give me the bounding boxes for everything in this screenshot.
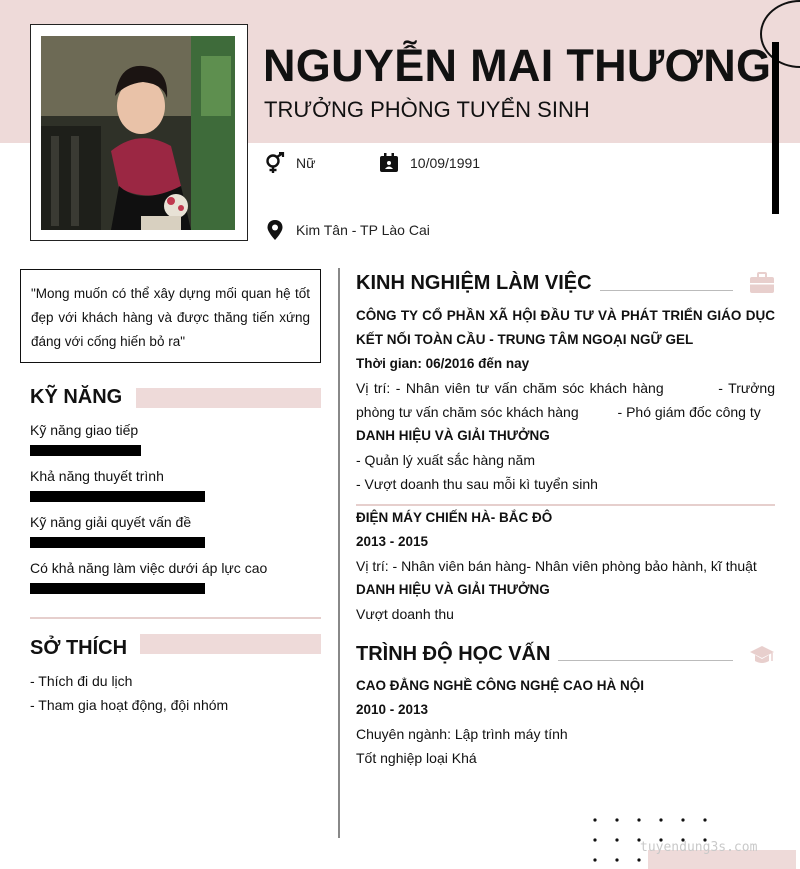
graduation-cap-icon [749, 644, 775, 671]
birthday-info [378, 152, 480, 174]
skill-label: Kỹ năng giải quyết vấn đề [30, 514, 192, 530]
job-company: ĐIỆN MÁY CHIẾN HÀ- BẮC ĐÔ [356, 510, 553, 525]
column-divider [338, 268, 340, 838]
award-item: - Quản lý xuất sắc hàng năm [356, 452, 535, 468]
skill-label: Có khả năng làm việc dưới áp lực cao [30, 560, 268, 576]
skill-bar [30, 583, 205, 594]
career-objective: "Mong muốn có thể xây dựng mối quan hệ tốt đẹp với khách hàng và được thăng tiến xứng đáng với cống hiến bỏ ra" [20, 269, 321, 363]
divider [30, 617, 321, 619]
calendar-icon [378, 152, 400, 174]
heading-rule [558, 660, 733, 661]
education-major: Chuyên ngành: Lập trình máy tính [356, 726, 568, 742]
skill-bar [30, 445, 141, 456]
skill-bar [30, 537, 205, 548]
awards-heading: DANH HIỆU VÀ GIẢI THƯỞNG [356, 582, 550, 597]
gender-value: Nữ [296, 155, 316, 171]
job-period: Thời gian: 06/2016 đến nay [356, 356, 530, 371]
gender-info [264, 152, 315, 174]
birthday-value: 10/09/1991 [410, 155, 481, 171]
award-item: - Vượt doanh thu sau mỗi kì tuyển sinh [356, 476, 598, 492]
gender-icon [264, 152, 286, 174]
award-item: Vượt doanh thu [356, 606, 454, 622]
education-grade: Tốt nghiệp loại Khá [356, 750, 477, 766]
watermark: tuyendung3s.com [640, 840, 758, 855]
job-company: CÔNG TY CỔ PHẦN XÃ HỘI ĐẦU TƯ VÀ PHÁT TRIỂN GIÁO DỤC KẾT NỐI TOÀN CẦU - TRUNG TÂM NGOẠI NGỮ GEL [356, 308, 775, 347]
education-heading: TRÌNH ĐỘ HỌC VẤN [356, 643, 551, 665]
hobby-item: - Tham gia hoạt động, đội nhóm [30, 697, 229, 713]
profile-photo [41, 36, 235, 230]
hobbies-heading-bar [140, 634, 321, 654]
hobby-item: - Thích đi du lịch [30, 673, 133, 689]
map-pin-icon [264, 219, 286, 241]
decorative-bar [772, 42, 779, 214]
address-info [264, 219, 430, 241]
awards-heading: DANH HIỆU VÀ GIẢI THƯỞNG [356, 428, 550, 443]
job-position: Vị trí: - Nhân viên tư vấn chăm sóc khách hàng - Trưởng phòng tư vấn chăm sóc khách hàng - Phó giám đốc công ty [356, 380, 779, 420]
experience-heading: KINH NGHIỆM LÀM VIỆC [356, 272, 592, 294]
heading-rule [600, 290, 733, 291]
job-title: TRƯỞNG PHÒNG TUYỂN SINH [264, 97, 590, 122]
address-value: Kim Tân - TP Lào Cai [296, 222, 430, 238]
skills-heading: KỸ NĂNG [30, 386, 123, 408]
hobbies-heading: SỞ THÍCH [30, 637, 128, 659]
skill-label: Kỹ năng giao tiếp [30, 422, 139, 438]
school-name: CAO ĐẲNG NGHỀ CÔNG NGHỆ CAO HÀ NỘI [356, 678, 645, 693]
job-period: 2013 - 2015 [356, 534, 429, 549]
candidate-name: NGUYỄN MAI THƯƠNG [263, 40, 772, 91]
skill-label: Khả năng thuyết trình [30, 468, 164, 484]
briefcase-icon [749, 272, 775, 299]
education-period: 2010 - 2013 [356, 702, 429, 717]
skill-bar [30, 491, 205, 502]
divider [356, 504, 775, 506]
skills-heading-bar [136, 388, 321, 408]
job-position: Vị trí: - Nhân viên bán hàng- Nhân viên phòng bảo hành, kĩ thuật [356, 558, 757, 574]
